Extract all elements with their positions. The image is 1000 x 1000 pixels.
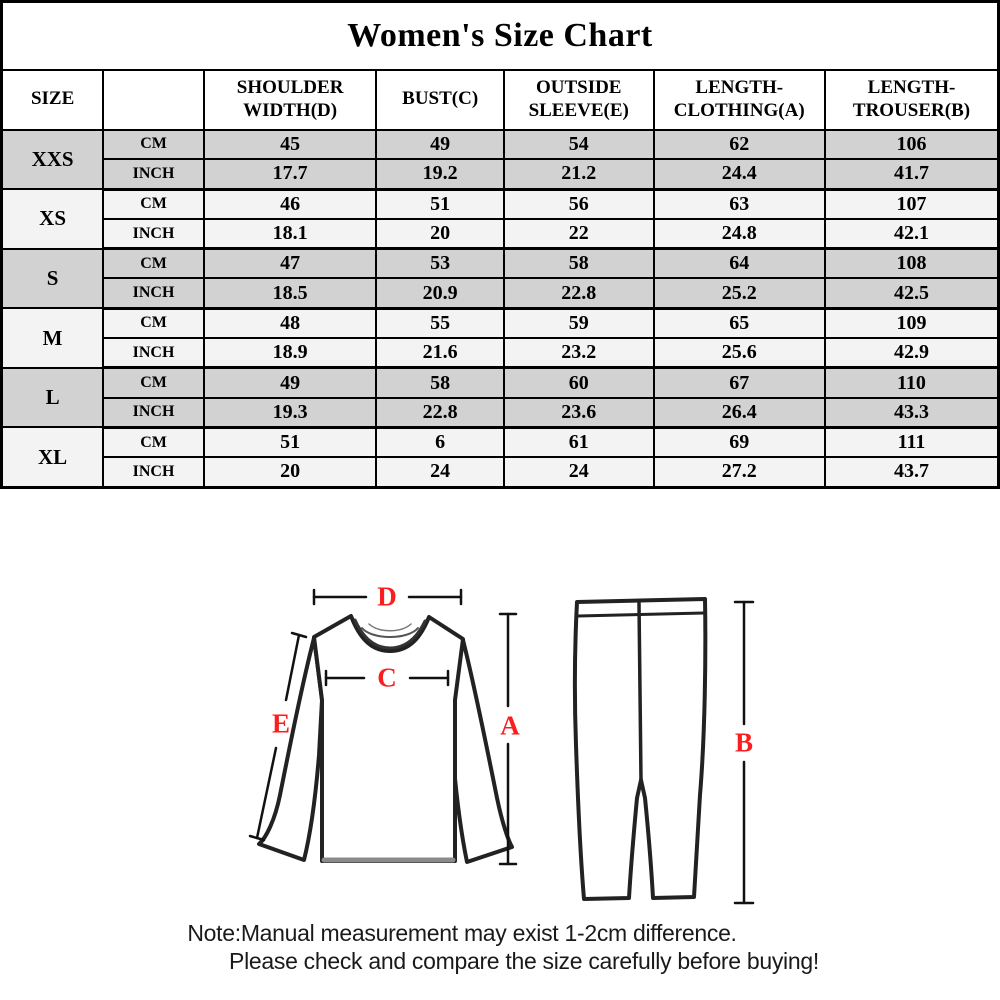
col-header-shoulder-width: SHOULDER WIDTH(D) [204,70,376,130]
measurement-value: 46 [204,189,376,219]
measurement-value: 62 [654,130,825,160]
unit-label: INCH [103,219,204,249]
measurement-value: 56 [504,189,654,219]
measurement-value: 25.2 [654,278,825,308]
measurement-value: 42.1 [825,219,999,249]
size-row-l-cm [2,368,999,398]
page-title: Women's Size Chart [2,2,999,70]
title-row [2,2,999,70]
measurement-value: 111 [825,427,999,457]
unit-label: INCH [103,159,204,189]
size-row-xl-inch [2,457,999,487]
unit-label: CM [103,249,204,279]
measurement-value: 20 [376,219,504,249]
measurement-value: 42.5 [825,278,999,308]
measurement-value: 51 [204,427,376,457]
unit-label: INCH [103,278,204,308]
measurement-value: 6 [376,427,504,457]
measurement-value: 18.9 [204,338,376,368]
measurement-value: 109 [825,308,999,338]
measurement-value: 107 [825,189,999,219]
col-header-length-trouser: LENGTH-TROUSER(B) [825,70,999,130]
measurement-value: 61 [504,427,654,457]
measurement-value: 110 [825,368,999,398]
unit-label: CM [103,130,204,160]
measurement-value: 24.8 [654,219,825,249]
unit-label: INCH [103,457,204,487]
measurement-value: 58 [376,368,504,398]
unit-label: CM [103,427,204,457]
measurement-value: 48 [204,308,376,338]
size-row-xl-cm [2,427,999,457]
measurement-value: 21.2 [504,159,654,189]
size-row-m-inch [2,338,999,368]
label-sleeve-e: E [271,708,291,739]
size-table-body [2,130,999,488]
measurement-value: 49 [376,130,504,160]
measurement-value: 54 [504,130,654,160]
size-label-s: S [2,249,104,309]
size-row-xs-inch [2,219,999,249]
label-trouser-length-b: B [734,727,754,758]
note-line-1: Note:Manual measurement may exist 1-2cm difference. [187,920,737,946]
size-row-xxs-inch [2,159,999,189]
measurement-value: 43.7 [825,457,999,487]
measurement-value: 19.3 [204,398,376,428]
size-chart-table [0,0,1000,489]
measurement-value: 24.4 [654,159,825,189]
col-header-size: SIZE [2,70,104,130]
measurement-value: 26.4 [654,398,825,428]
measurement-value: 43.3 [825,398,999,428]
size-label-xxs: XXS [2,130,104,190]
measurement-value: 18.5 [204,278,376,308]
shirt-body [314,616,463,861]
size-label-l: L [2,368,104,428]
measurement-value: 19.2 [376,159,504,189]
size-row-m-cm [2,308,999,338]
measurement-value: 21.6 [376,338,504,368]
size-row-s-cm [2,249,999,279]
measurement-value: 22.8 [504,278,654,308]
measurement-value: 18.1 [204,219,376,249]
size-row-xxs-cm [2,130,999,160]
measurement-value: 22.8 [376,398,504,428]
size-label-xl: XL [2,427,104,487]
measurement-value: 69 [654,427,825,457]
measurement-value: 27.2 [654,457,825,487]
size-label-m: M [2,308,104,368]
measurement-value: 108 [825,249,999,279]
measurement-value: 64 [654,249,825,279]
col-header-unit [103,70,204,130]
label-clothing-length-a: A [500,710,520,741]
measurement-value: 24 [376,457,504,487]
measurement-value: 45 [204,130,376,160]
measurement-value: 24 [504,457,654,487]
measurement-value: 51 [376,189,504,219]
label-bust-c: C [377,662,397,693]
size-row-s-inch [2,278,999,308]
measurement-value: 20.9 [376,278,504,308]
unit-label: CM [103,368,204,398]
measurement-value: 59 [504,308,654,338]
size-label-xs: XS [2,189,104,249]
measurement-value: 55 [376,308,504,338]
measurement-value: 49 [204,368,376,398]
measurement-value: 60 [504,368,654,398]
col-header-outside-sleeve: OUTSIDE SLEEVE(E) [504,70,654,130]
measurement-value: 22 [504,219,654,249]
measurement-value: 53 [376,249,504,279]
unit-label: INCH [103,398,204,428]
label-shoulder-width-d: D [377,581,397,612]
unit-label: INCH [103,338,204,368]
col-header-length-clothing: LENGTH-CLOTHING(A) [654,70,825,130]
measurement-value: 20 [204,457,376,487]
measurement-value: 58 [504,249,654,279]
measurement-value: 47 [204,249,376,279]
unit-label: CM [103,308,204,338]
trousers-center-seam [639,603,641,780]
measurement-value: 63 [654,189,825,219]
unit-label: CM [103,189,204,219]
shirt-collar-rib2 [369,624,411,631]
measurement-value: 23.2 [504,338,654,368]
col-header-bust: BUST(C) [376,70,504,130]
note-line-2: Please check and compare the size carefully before buying! [229,948,819,974]
measurement-value: 23.6 [504,398,654,428]
measurement-value: 25.6 [654,338,825,368]
measurement-value: 65 [654,308,825,338]
measurement-value: 42.9 [825,338,999,368]
measurement-value: 106 [825,130,999,160]
measurement-value: 67 [654,368,825,398]
size-row-l-inch [2,398,999,428]
measurement-value: 41.7 [825,159,999,189]
header-row [2,70,999,130]
measurement-value: 17.7 [204,159,376,189]
size-row-xs-cm [2,189,999,219]
shirt-collar-rib [362,628,418,637]
